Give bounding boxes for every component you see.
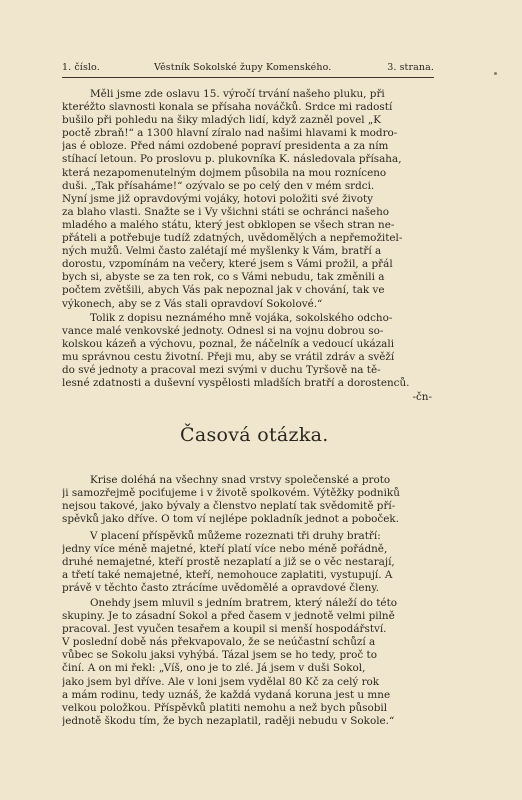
text-line: vůbec se Sokolu jaksi vyhýbá. Tázal jsem se ho tedy, proč to [62, 649, 377, 662]
text-line: spěvků jako dříve. O tom ví nejlépe pokladník jednot a poboček. [62, 513, 399, 526]
journal-title: Věstník Sokolské župy Komenského. [154, 62, 332, 73]
text-line: mu správnou cestu životní. Přeji mu, aby se vrátil zdráv a svěží [62, 351, 395, 364]
text-line: a třetí také nemajetné, kteří, nemohouce zaplatiti, vystupují. A [62, 569, 393, 582]
signature-line [62, 391, 434, 404]
text-line: pracoval. Jest vyučen tesařem a koupil si menší hospodářství. [62, 623, 387, 636]
text-line: za blaho vlasti. Snažte se i Vy všichni státi se ochránci našeho [62, 205, 390, 218]
text-line: V poslední době nás překvapovalo, že se neúčastní schůzí a [62, 636, 376, 649]
text-line: poctě zbraň!“ a 1300 hlavní zíralo nad našimi hlavami k modro- [62, 127, 398, 140]
text-line: Nyní jsme již opravdovými vojáky, hotovi položiti své životy [62, 192, 374, 205]
paper-speck [494, 72, 497, 75]
text-line: která nezapomenutelným dojmem působila na mou rozníceno [62, 166, 387, 179]
text-line: druhé nemajetné, kteří prostě nezaplatí a již se o věc nestarají, [62, 556, 395, 569]
text-line: mladého a malého státu, který jest obklopen se všech stran ne- [62, 218, 395, 231]
text-line: jas é obloze. Před námi ozdobené popraví presidenta a za ním [62, 140, 389, 153]
text-line: Tolik z dopisu neznámého mně vojáka, sokolského odcho- [90, 312, 393, 324]
text-line: V placení příspěvků můžeme rozeznati tři druhy bratří: [90, 530, 381, 542]
text-line: bušilo při pohledu na šiky mladých lidí, když zazněl povel „K [62, 114, 381, 127]
header-rule [62, 77, 434, 78]
text-line: duši. „Tak přísaháme!“ ozývalo se po celý den v mém srdci. [62, 179, 375, 192]
text-line: kteréžto slavnosti konala se přísaha nováčků. Srdce mi radostí [62, 101, 393, 114]
page-header [62, 62, 434, 76]
text-line: přáteli a potřebuje tudíž zdatných, uvědomělých a nepřemožitel- [62, 232, 403, 245]
text-line: Krise doléhá na všechny snad vrstvy společenské a proto [90, 474, 391, 486]
text-line: právě v těchto často ztrácíme uvědomělé a opravdové členy. [62, 582, 380, 595]
text-line: kolskou kázeň a výchovu, poznal, že náčelník a vedoucí ukázali [62, 338, 395, 351]
text-line: do své jednoty a pracoval mezi svými v duchu Tyršově na tě- [62, 364, 381, 377]
text-line: bych si, abyste se za ten rok, co s Vámi nebudu, tak změnili a [62, 271, 385, 284]
text-line: Onehdy jsem mluvil s jedním bratrem, který náleží do této [90, 597, 398, 609]
page-number: 3. strana. [387, 62, 434, 73]
article-paragraph [62, 530, 434, 595]
text-line: ných mužů. Velmi často zalétají mé myšlenky k Vám, bratří a [62, 245, 382, 258]
text-line: počtem zvětšili, abych Vás pak nepoznal jak v chování, tak ve [62, 284, 385, 297]
text-line: lesné zdatnosti a duševní vyspělosti mladších bratří a dorostenců. [62, 377, 410, 390]
text-line: dorostu, vzpomínám na večery, které jsem s Vámi prožil, a přál [62, 258, 393, 271]
text-line: jedny více méně majetné, kteří platí více nebo méně pořádně, [62, 543, 388, 556]
article-paragraph [62, 474, 434, 526]
text-line: nejsou takové, jako bývaly a členstvo neplatí tak svědomitě pří- [62, 500, 396, 513]
text-line: ji samozřejmě pociťujeme i v životě spolkovém. Výtěžky podniků [62, 487, 400, 500]
text-line: Měli jsme zde oslavu 15. výročí trvání našeho pluku, při [90, 88, 385, 100]
text-line: činí. A on mi řekl: „Víš, ono je to zlé. Já jsem v duši Sokol, [62, 662, 366, 675]
section-title: Časová otázka. [180, 424, 329, 446]
issue-number: 1. číslo. [62, 62, 100, 73]
letter-paragraph [62, 88, 434, 311]
signature: -čn- [412, 391, 432, 403]
text-line: stíhací letoun. Po proslovu p. plukovníka K. následovala přísaha, [62, 153, 402, 166]
commentary-paragraph [62, 312, 434, 391]
text-line: velkou položkou. Příspěvků platiti nemohu a než bych působil [62, 701, 388, 714]
article-paragraph [62, 597, 434, 728]
text-line: vance malé venkovské jednoty. Odnesl si na vojnu dobrou so- [62, 325, 384, 338]
text-line: skupiny. Je to zásadní Sokol a před časem v jednotě velmi pilně [62, 610, 395, 623]
text-line: jednotě škodu tím, že bych nezaplatil, raději nebudu v Sokole.“ [62, 714, 395, 727]
text-line: výkonech, aby se z Vás stali opravdoví Sokolové.“ [62, 297, 323, 310]
text-line: jako jsem byl dříve. Ale v loni jsem vydělal 80 Kč za celý rok [62, 675, 380, 688]
text-line: a mám rodinu, tedy uznáš, že každá vydaná koruna jest u mne [62, 688, 391, 701]
